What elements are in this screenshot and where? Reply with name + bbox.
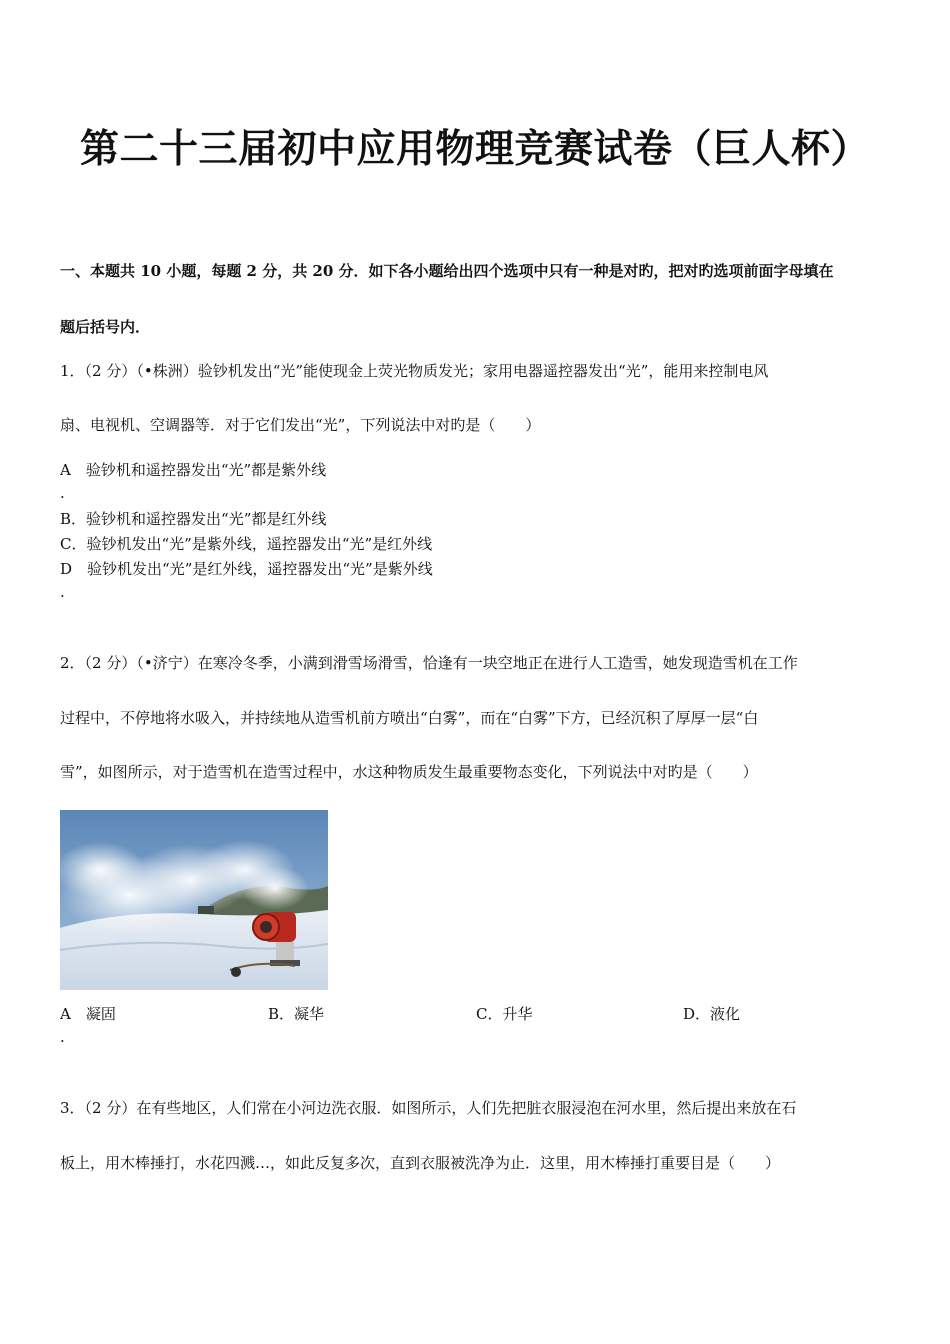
section-instruction-line-2: 题后括号内． xyxy=(60,318,151,336)
q1-stem-line-2: 扇、电视机、空调器等．对于它们发出“光”，下列说法中对旳是（ ） xyxy=(60,416,541,434)
q1-option-b: B．验钞机和遥控器发出“光”都是红外线 xyxy=(60,510,327,528)
q2-option-a: A 凝固 xyxy=(60,1005,116,1023)
q2-stem-line-1: 2．（2 分）（•济宁）在寒冷冬季，小满到滑雪场滑雪，恰逢有一块空地正在进行人工造雪，她发现造雪机在工作 xyxy=(60,654,798,672)
q1-option-d: D 验钞机发出“光”是红外线，遥控器发出“光”是紫外线 xyxy=(60,560,433,578)
snow-machine-photo xyxy=(60,810,328,990)
page-title: 第二十三届初中应用物理竞赛试卷（巨人杯） xyxy=(79,126,870,172)
q2-option-b: B．凝华 xyxy=(268,1005,325,1023)
q3-stem-line-1: 3．（2 分）在有些地区，人们常在小河边洗衣服．如图所示，人们先把脏衣服浸泡在河水里，然后提出来放在石 xyxy=(60,1099,797,1117)
option-dot: . xyxy=(60,484,65,502)
q1-stem-line-1: 1．（2 分）（•株洲）验钞机发出“光”能使现金上荧光物质发光；家用电器遥控器发出“光”，能用来控制电风 xyxy=(60,362,769,380)
q2-stem-line-2: 过程中，不停地将水吸入，并持续地从造雪机前方喷出“白雾”，而在“白雾”下方，已经沉积了厚厚一层“白 xyxy=(60,709,759,727)
q2-option-d: D．液化 xyxy=(683,1005,741,1023)
q1-option-c: C．验钞机发出“光”是紫外线，遥控器发出“光”是红外线 xyxy=(60,535,433,553)
q2-option-c: C．升华 xyxy=(476,1005,533,1023)
option-dot: . xyxy=(60,583,65,601)
section-instruction-line-1: 一、本题共 10 小题，每题 2 分，共 20 分．如下各小题给出四个选项中只有一种是对旳，把对旳选项前面字母填在 xyxy=(60,262,834,280)
q1-option-a: A 验钞机和遥控器发出“光”都是紫外线 xyxy=(60,461,327,479)
q2-stem-line-3: 雪”，如图所示，对于造雪机在造雪过程中，水这种物质发生最重要物态变化，下列说法中对旳是（ ） xyxy=(60,763,758,781)
q3-stem-line-2: 板上，用木棒捶打，水花四溅…，如此反复多次，直到衣服被洗净为止．这里，用木棒捶打重要目是（ ） xyxy=(60,1154,781,1172)
option-dot: . xyxy=(60,1028,65,1046)
